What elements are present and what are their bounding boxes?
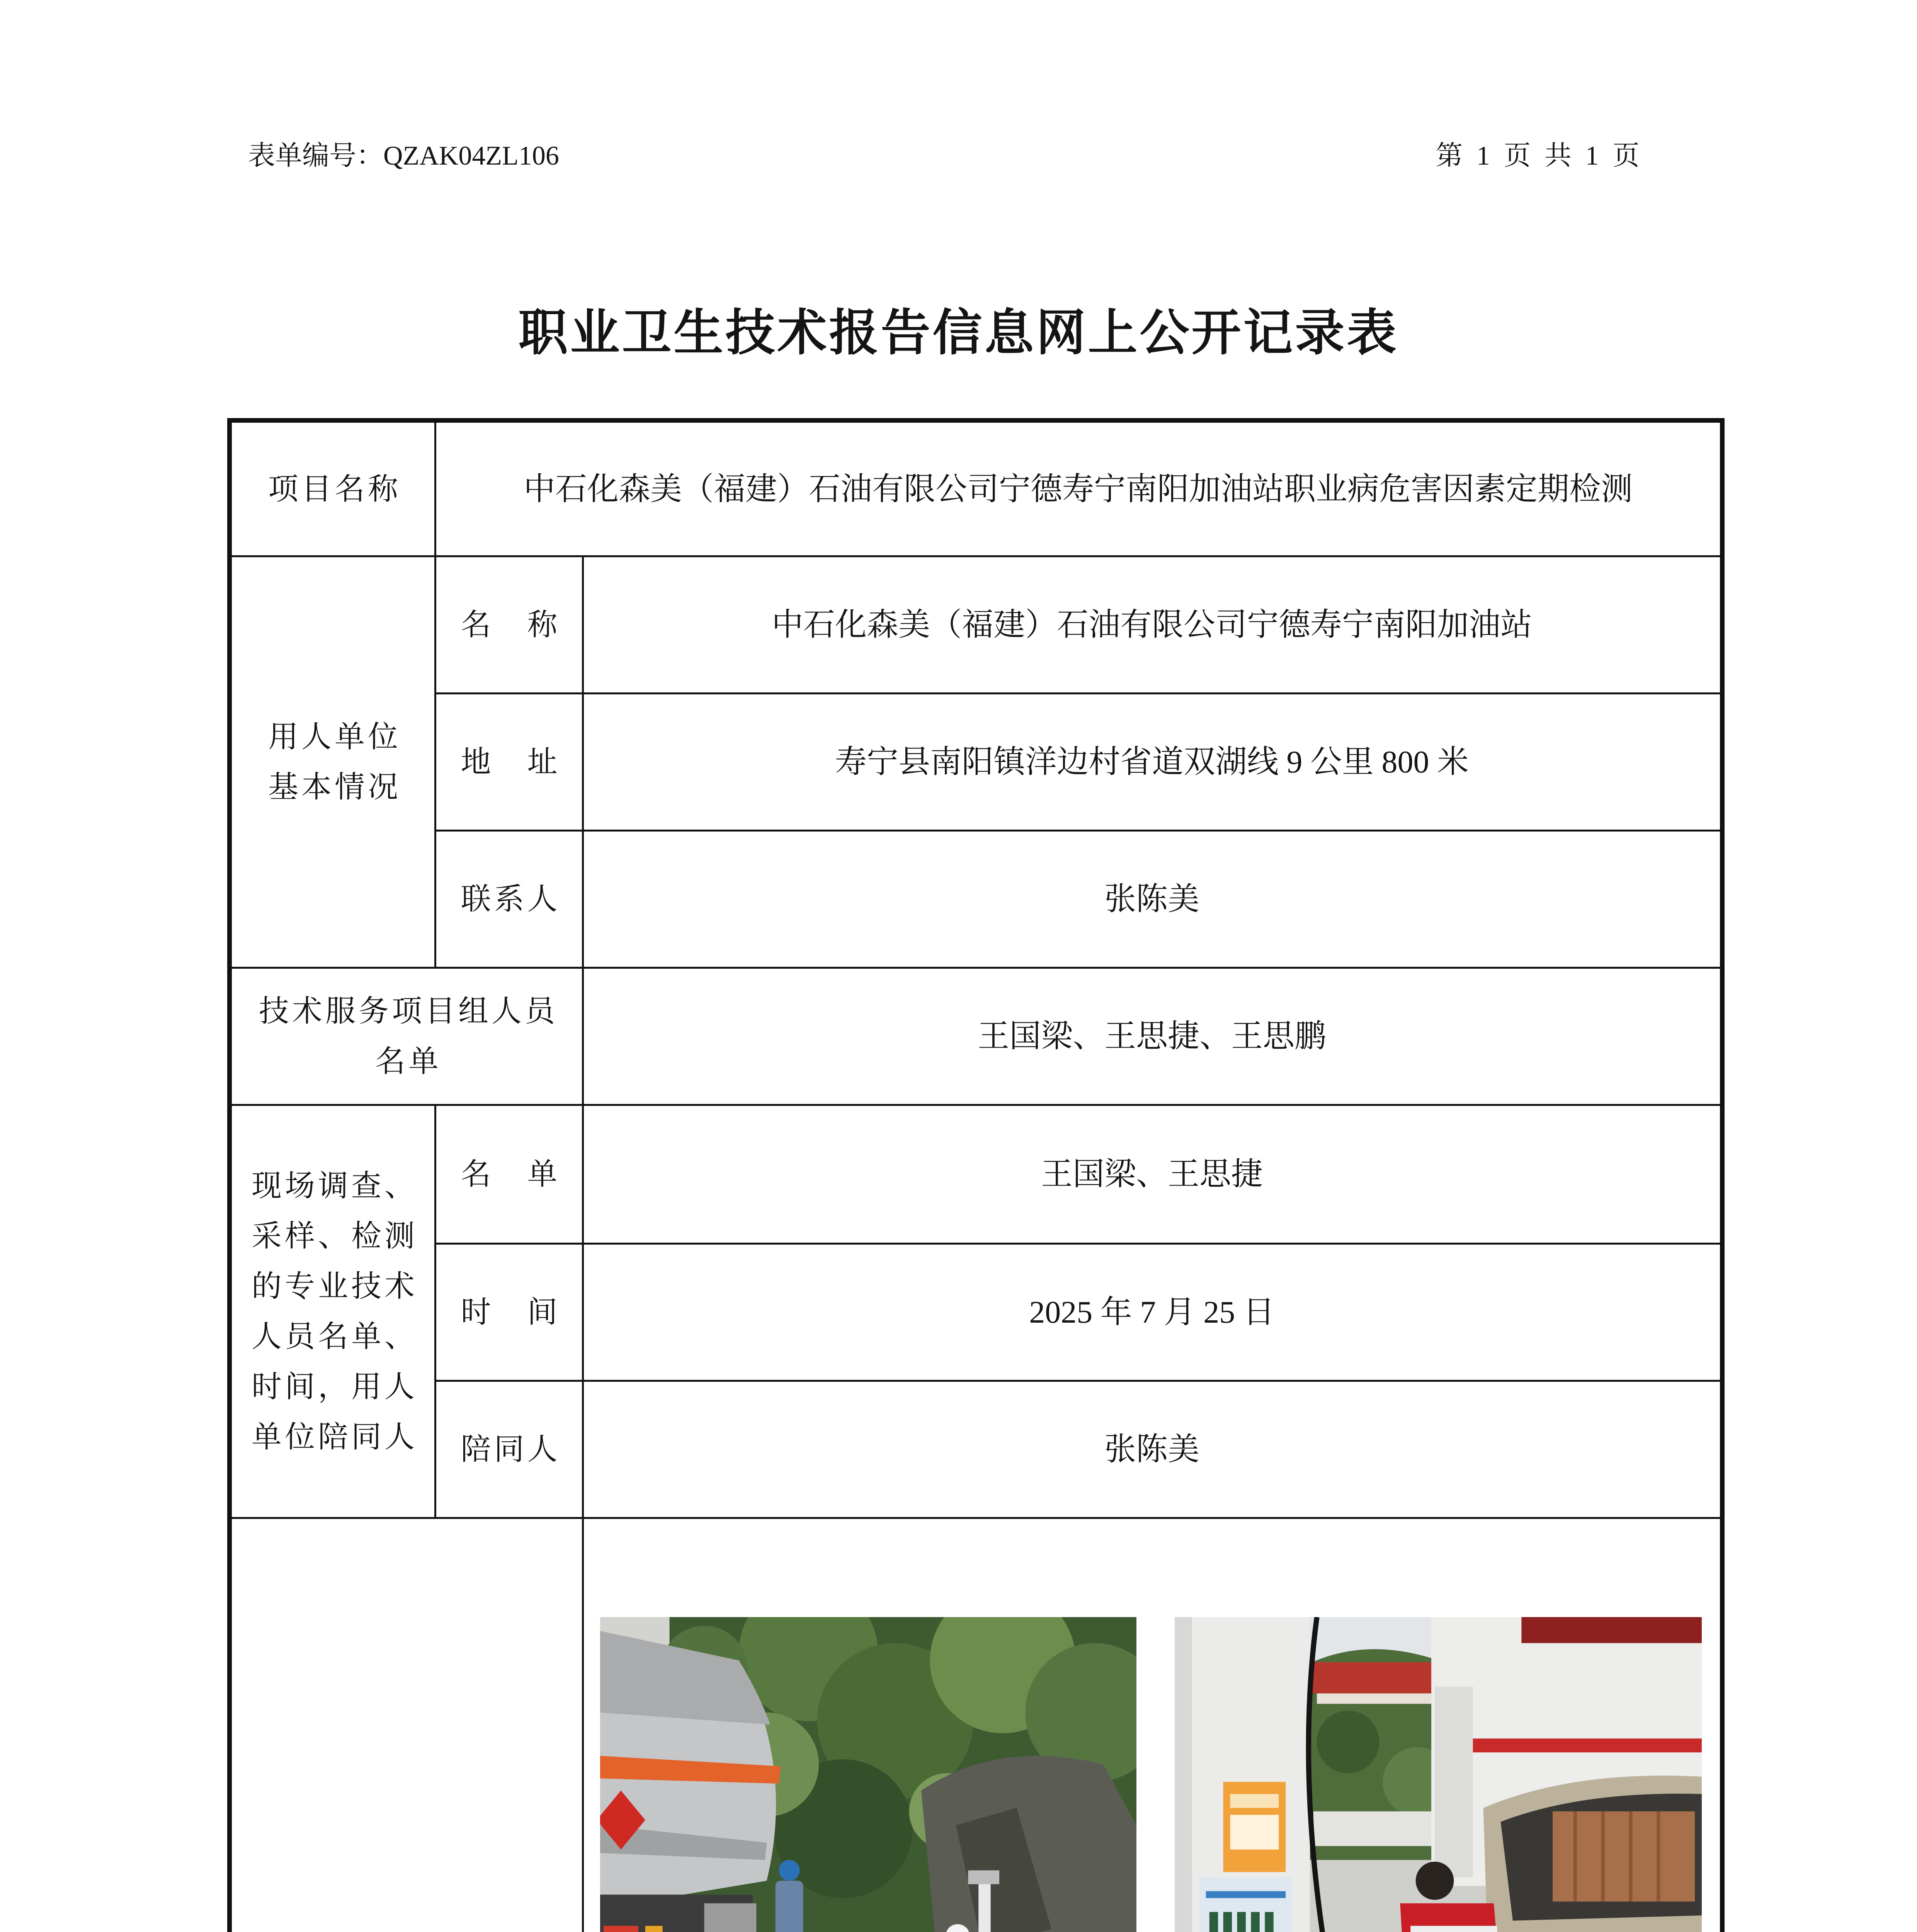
survey-staff-value-cell — [584, 1106, 1720, 1243]
project-label: 项目名称 — [268, 471, 401, 507]
employer-label-line: 基本情况 — [268, 770, 401, 804]
survey-date-value-cell — [584, 1245, 1720, 1380]
notice-poster — [1223, 1782, 1286, 1872]
field-survey-label-line: 的专业技术 — [251, 1269, 418, 1304]
employer-name-label-cell — [436, 557, 582, 692]
employer-name-value: 中石化森美（福建）石油有限公司宁德寿宁南阳加油站 — [771, 607, 1532, 642]
survey-staff-value: 王国梁、王思捷 — [1041, 1156, 1263, 1192]
record-table — [227, 418, 1725, 1932]
survey-staff-label: 名 单 — [461, 1157, 561, 1192]
worker-blue — [776, 1860, 803, 1932]
van — [1483, 1776, 1702, 1932]
employer-name-label: 名 称 — [461, 607, 561, 642]
images-label — [256, 1925, 558, 1932]
employer-address-value-cell — [584, 694, 1720, 830]
survey-escort-value-cell — [584, 1382, 1720, 1517]
employer-label — [265, 712, 401, 812]
site-photo-2 — [1175, 1617, 1702, 1932]
project-value-cell — [436, 423, 1720, 555]
survey-escort-value: 张陈美 — [1104, 1432, 1199, 1467]
employer-contact-label-cell — [436, 832, 582, 967]
employer-contact-value-cell — [584, 832, 1720, 967]
employer-address-value: 寿宁县南阳镇洋边村省道双湖线 9 公里 800 米 — [835, 744, 1469, 779]
employer-address-label-cell — [436, 694, 582, 830]
field-survey-label-line: 采样、检测 — [251, 1219, 418, 1253]
survey-escort-label: 陪同人 — [461, 1432, 561, 1467]
team-value: 王国梁、王思捷、王思鹏 — [977, 1019, 1326, 1054]
team-value-cell — [584, 969, 1720, 1104]
survey-staff-label-cell — [436, 1106, 582, 1243]
field-survey-label-line: 现场调查、 — [251, 1168, 418, 1203]
field-survey-label-line: 人员名单、 — [251, 1319, 418, 1354]
site-photo-1 — [600, 1617, 1136, 1932]
document-title: 职业卫生技术报告信息网上公开记录表 — [518, 304, 1399, 362]
red-roof-building — [1310, 1662, 1452, 1694]
survey-date-label: 时 间 — [461, 1295, 561, 1330]
team-label — [256, 986, 558, 1087]
project-value: 中石化森美（福建）石油有限公司宁德寿宁南阳加油站职业病危害因素定期检测 — [523, 471, 1633, 507]
survey-date-value: 2025 年 7 月 25 日 — [1029, 1294, 1275, 1330]
images-label-line — [256, 1925, 558, 1932]
field-survey-label-line: 时间，用人 — [251, 1369, 418, 1404]
team-label-line: 名单 — [375, 1044, 442, 1079]
project-label-cell — [232, 423, 434, 555]
page-info: 第 1 页 共 1 页 — [1436, 141, 1640, 171]
survey-escort-label-cell — [436, 1382, 582, 1517]
employer-label-cell — [232, 557, 434, 967]
field-survey-label-line: 单位陪同人 — [251, 1420, 418, 1454]
employer-name-value-cell — [584, 557, 1720, 692]
team-label-line: 技术服务项目组人员 — [259, 994, 558, 1029]
employer-contact-value: 张陈美 — [1104, 881, 1199, 917]
employer-label-line: 用人单位 — [268, 719, 401, 754]
field-survey-label — [248, 1161, 418, 1462]
team-label-cell — [232, 969, 582, 1104]
images-value-cell — [584, 1519, 1720, 1932]
product-shelf — [1199, 1877, 1293, 1932]
images-label-cell — [232, 1519, 582, 1932]
employer-address-label: 地 址 — [461, 745, 561, 779]
survey-date-label-cell — [436, 1245, 582, 1380]
employer-contact-label: 联系人 — [461, 882, 561, 917]
field-survey-label-cell — [232, 1106, 434, 1517]
form-number: 表单编号：QZAK04ZL106 — [248, 141, 559, 171]
